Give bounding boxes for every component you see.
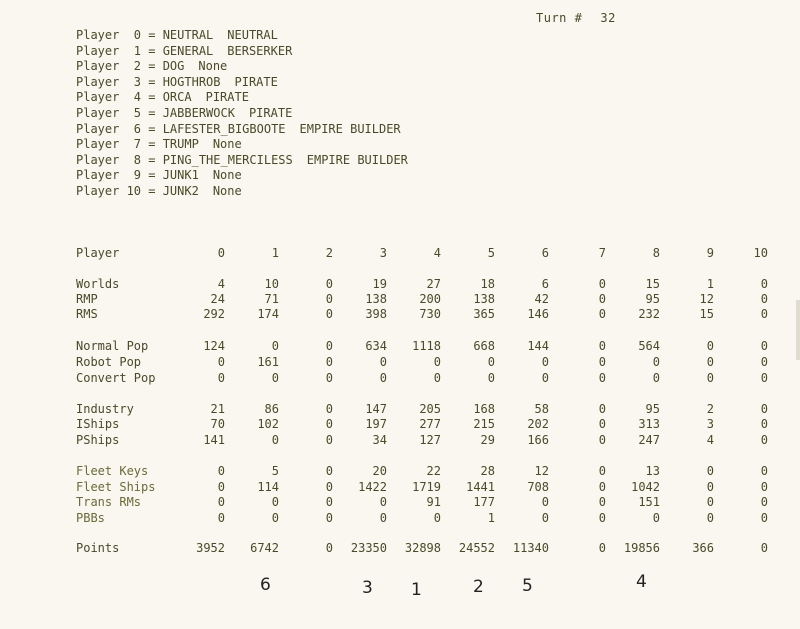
table-cell: 708: [527, 480, 549, 494]
roster-player: Player 9 = JUNK1: [76, 168, 199, 183]
roster-row: [76, 153, 408, 169]
table-row: [0, 246, 800, 261]
table-cell: 0: [760, 339, 768, 353]
handwritten-rank: 2: [473, 577, 484, 597]
roster-player: Player 4 = ORCA: [76, 90, 192, 105]
table-cell: 0: [217, 480, 225, 494]
table-cell: 95: [645, 292, 660, 306]
table-cell: 277: [419, 417, 441, 431]
table-cell: 138: [365, 292, 387, 306]
table-cell: 24552: [458, 541, 495, 555]
table-cell: 10: [264, 277, 279, 291]
table-cell: 32898: [404, 541, 441, 555]
table-cell: 58: [534, 402, 549, 416]
table-cell: 95: [645, 402, 660, 416]
roster-type: None: [198, 59, 228, 74]
table-cell: 21: [210, 402, 225, 416]
handwritten-rank: 4: [636, 572, 647, 592]
table-cell: 365: [473, 307, 495, 321]
table-row: [0, 433, 800, 448]
table-cell: 27: [426, 277, 441, 291]
table-cell: 0: [541, 371, 549, 385]
table-cell: 0: [433, 355, 441, 369]
roster-type: None: [212, 183, 242, 198]
table-cell: 0: [760, 402, 768, 416]
table-cell: 0: [760, 307, 768, 321]
roster-player: Player 1 = GENERAL: [76, 43, 214, 58]
table-cell: 0: [325, 433, 333, 447]
table-cell: 0: [487, 355, 495, 369]
table-cell: 12: [534, 464, 549, 478]
table-cell: 0: [433, 511, 441, 525]
roster-row: [76, 137, 408, 153]
table-cell: 177: [473, 495, 495, 509]
table-cell: 0: [706, 464, 714, 478]
table-row: [0, 541, 800, 556]
row-label: Robot Pop: [76, 355, 142, 369]
table-cell: 0: [598, 541, 606, 555]
table-cell: 668: [473, 339, 495, 353]
table-cell: 0: [760, 495, 768, 509]
table-cell: 6: [541, 246, 549, 260]
table-cell: 205: [419, 402, 441, 416]
table-cell: 0: [541, 511, 549, 525]
table-cell: 19856: [623, 541, 660, 555]
table-cell: 232: [638, 307, 660, 321]
table-cell: 0: [487, 371, 495, 385]
table-cell: 29: [480, 433, 495, 447]
table-row: [0, 307, 800, 322]
table-cell: 0: [325, 292, 333, 306]
table-cell: 0: [217, 464, 225, 478]
table-cell: 0: [217, 495, 225, 509]
roster-player: Player 8 = PING_THE_MERCILESS: [76, 152, 293, 167]
paper-edge: [796, 300, 800, 360]
handwritten-rank: 3: [362, 578, 373, 598]
table-cell: 1719: [412, 480, 441, 494]
table-cell: 13: [645, 464, 660, 478]
roster-row: [76, 75, 408, 91]
table-row: [0, 417, 800, 432]
table-cell: 0: [271, 433, 279, 447]
row-label: PShips: [76, 433, 120, 447]
table-cell: 247: [638, 433, 660, 447]
table-cell: 0: [325, 495, 333, 509]
table-cell: 0: [217, 511, 225, 525]
table-cell: 1441: [466, 480, 495, 494]
table-row: [0, 464, 800, 479]
table-cell: 0: [598, 495, 606, 509]
table-cell: 24: [210, 292, 225, 306]
roster-row: [76, 168, 408, 184]
table-cell: 0: [598, 339, 606, 353]
table-cell: 1: [271, 246, 279, 260]
table-cell: 8: [652, 246, 660, 260]
roster-type: PIRATE: [248, 105, 293, 120]
table-cell: 168: [473, 402, 495, 416]
row-label: Industry: [76, 402, 134, 416]
table-cell: 2: [325, 246, 333, 260]
table-cell: 10: [753, 246, 768, 260]
roster-type: EMPIRE BUILDER: [299, 121, 401, 136]
roster-player: Player 5 = JABBERWOCK: [76, 105, 235, 120]
table-row: [0, 371, 800, 386]
table-row: [0, 355, 800, 370]
table-cell: 71: [264, 292, 279, 306]
table-cell: 102: [257, 417, 279, 431]
table-cell: 1042: [631, 480, 660, 494]
table-cell: 3952: [196, 541, 225, 555]
table-row: [0, 495, 800, 510]
table-cell: 0: [760, 511, 768, 525]
table-row: [0, 277, 800, 292]
table-cell: 0: [760, 541, 768, 555]
table-cell: 161: [257, 355, 279, 369]
table-cell: 0: [760, 355, 768, 369]
table-cell: 0: [598, 464, 606, 478]
table-cell: 91: [426, 495, 441, 509]
roster-row: [76, 28, 408, 44]
table-cell: 0: [706, 495, 714, 509]
table-cell: 114: [257, 480, 279, 494]
table-cell: 2: [706, 402, 714, 416]
row-label: Points: [76, 541, 120, 555]
table-cell: 19: [372, 277, 387, 291]
table-cell: 146: [527, 307, 549, 321]
table-cell: 0: [325, 464, 333, 478]
roster-type: PIRATE: [234, 74, 278, 89]
table-cell: 138: [473, 292, 495, 306]
table-cell: 0: [652, 511, 660, 525]
table-cell: 215: [473, 417, 495, 431]
roster-row: [76, 184, 408, 200]
table-cell: 0: [379, 495, 387, 509]
roster-row: [76, 44, 408, 60]
roster-player: Player 3 = HOGTHROB: [76, 74, 221, 89]
handwritten-rank: 5: [522, 576, 533, 596]
table-cell: 141: [203, 433, 225, 447]
handwritten-rank: 1: [411, 580, 422, 600]
table-cell: 0: [760, 464, 768, 478]
table-cell: 28: [480, 464, 495, 478]
table-cell: 0: [652, 355, 660, 369]
table-cell: 0: [760, 417, 768, 431]
row-label: PBBs: [76, 511, 105, 525]
table-cell: 12: [699, 292, 714, 306]
roster-row: [76, 106, 408, 122]
table-cell: 0: [217, 355, 225, 369]
player-roster: [76, 28, 408, 200]
roster-type: NEUTRAL: [227, 28, 278, 42]
table-cell: 0: [433, 371, 441, 385]
table-row: [0, 480, 800, 495]
table-cell: 0: [652, 371, 660, 385]
row-label: Worlds: [76, 277, 120, 291]
roster-player: Player 10 = JUNK2: [76, 183, 199, 198]
table-cell: 42: [534, 292, 549, 306]
table-cell: 3: [379, 246, 387, 260]
table-cell: 147: [365, 402, 387, 416]
table-cell: 0: [598, 355, 606, 369]
table-cell: 0: [217, 246, 225, 260]
table-cell: 4: [217, 277, 225, 291]
turn-label: Turn #: [536, 11, 583, 25]
row-label: Normal Pop: [76, 339, 149, 353]
roster-type: EMPIRE BUILDER: [306, 152, 408, 167]
table-cell: 34: [372, 433, 387, 447]
table-cell: 5: [487, 246, 495, 260]
table-row: [0, 339, 800, 354]
roster-type: None: [212, 137, 242, 152]
row-label: Trans RMs: [76, 495, 142, 509]
table-cell: 0: [598, 433, 606, 447]
table-cell: 70: [210, 417, 225, 431]
table-cell: 0: [325, 417, 333, 431]
handwritten-rank: 6: [260, 575, 271, 595]
roster-player: Player 6 = LAFESTER_BIGBOOTE: [76, 121, 286, 136]
table-cell: 366: [692, 541, 714, 555]
row-label: IShips: [76, 417, 120, 431]
table-cell: 0: [379, 355, 387, 369]
table-cell: 0: [271, 371, 279, 385]
table-row: [0, 402, 800, 417]
table-cell: 0: [541, 495, 549, 509]
roster-row: [76, 59, 408, 75]
table-cell: 9: [706, 246, 714, 260]
table-cell: 124: [203, 339, 225, 353]
table-cell: 0: [598, 277, 606, 291]
table-cell: 0: [706, 339, 714, 353]
table-cell: 0: [760, 480, 768, 494]
table-cell: 0: [541, 355, 549, 369]
table-cell: 1: [487, 511, 495, 525]
table-cell: 1118: [412, 339, 441, 353]
table-cell: 11340: [512, 541, 549, 555]
table-cell: 0: [325, 339, 333, 353]
table-cell: 0: [271, 495, 279, 509]
roster-player: Player 7 = TRUMP: [76, 137, 199, 152]
table-cell: 197: [365, 417, 387, 431]
table-cell: 0: [379, 511, 387, 525]
table-cell: 4: [706, 433, 714, 447]
table-cell: 0: [379, 371, 387, 385]
table-cell: 0: [598, 292, 606, 306]
table-cell: 0: [325, 307, 333, 321]
table-cell: 151: [638, 495, 660, 509]
table-cell: 0: [325, 355, 333, 369]
row-label: Convert Pop: [76, 371, 156, 385]
row-label: Fleet Keys: [76, 464, 149, 478]
table-row: [0, 511, 800, 526]
table-cell: 0: [598, 417, 606, 431]
table-cell: 20: [372, 464, 387, 478]
table-cell: 730: [419, 307, 441, 321]
table-cell: 7: [598, 246, 606, 260]
table-cell: 3: [706, 417, 714, 431]
row-label: Fleet Ships: [76, 480, 156, 494]
table-cell: 5: [271, 464, 279, 478]
table-cell: 200: [419, 292, 441, 306]
row-label: Player: [76, 246, 120, 260]
table-cell: 22: [426, 464, 441, 478]
table-cell: 86: [264, 402, 279, 416]
table-cell: 1: [706, 277, 714, 291]
table-cell: 0: [598, 511, 606, 525]
turn-indicator: [536, 11, 616, 25]
table-cell: 0: [271, 339, 279, 353]
table-cell: 0: [217, 371, 225, 385]
table-cell: 564: [638, 339, 660, 353]
table-cell: 0: [598, 402, 606, 416]
row-label: RMS: [76, 307, 98, 321]
table-cell: 0: [760, 433, 768, 447]
table-cell: 634: [365, 339, 387, 353]
table-cell: 127: [419, 433, 441, 447]
table-cell: 0: [271, 511, 279, 525]
table-cell: 4: [433, 246, 441, 260]
table-cell: 0: [760, 292, 768, 306]
roster-player: Player 0 = NEUTRAL: [76, 28, 214, 42]
roster-player: Player 2 = DOG: [76, 59, 185, 74]
turn-number: 32: [600, 11, 616, 25]
table-cell: 0: [325, 402, 333, 416]
table-cell: 0: [325, 480, 333, 494]
roster-type: BERSERKER: [227, 43, 293, 58]
table-cell: 0: [325, 277, 333, 291]
table-cell: 0: [598, 371, 606, 385]
table-cell: 6742: [250, 541, 279, 555]
row-label: RMP: [76, 292, 98, 306]
table-cell: 166: [527, 433, 549, 447]
table-cell: 0: [598, 307, 606, 321]
table-cell: 144: [527, 339, 549, 353]
table-cell: 174: [257, 307, 279, 321]
table-cell: 0: [706, 355, 714, 369]
roster-row: [76, 90, 408, 106]
table-cell: 0: [598, 480, 606, 494]
table-cell: 202: [527, 417, 549, 431]
table-cell: 6: [541, 277, 549, 291]
roster-row: [76, 122, 408, 138]
table-cell: 23350: [350, 541, 387, 555]
table-cell: 15: [699, 307, 714, 321]
table-cell: 0: [760, 371, 768, 385]
table-cell: 1422: [358, 480, 387, 494]
table-cell: 15: [645, 277, 660, 291]
table-cell: 18: [480, 277, 495, 291]
table-cell: 0: [706, 511, 714, 525]
table-cell: 313: [638, 417, 660, 431]
table-cell: 0: [325, 541, 333, 555]
table-row: [0, 292, 800, 307]
roster-type: PIRATE: [205, 90, 249, 105]
roster-type: None: [212, 168, 242, 183]
table-cell: 0: [760, 277, 768, 291]
table-cell: 0: [325, 371, 333, 385]
table-cell: 398: [365, 307, 387, 321]
table-cell: 0: [706, 480, 714, 494]
table-cell: 0: [325, 511, 333, 525]
table-cell: 292: [203, 307, 225, 321]
table-cell: 0: [706, 371, 714, 385]
